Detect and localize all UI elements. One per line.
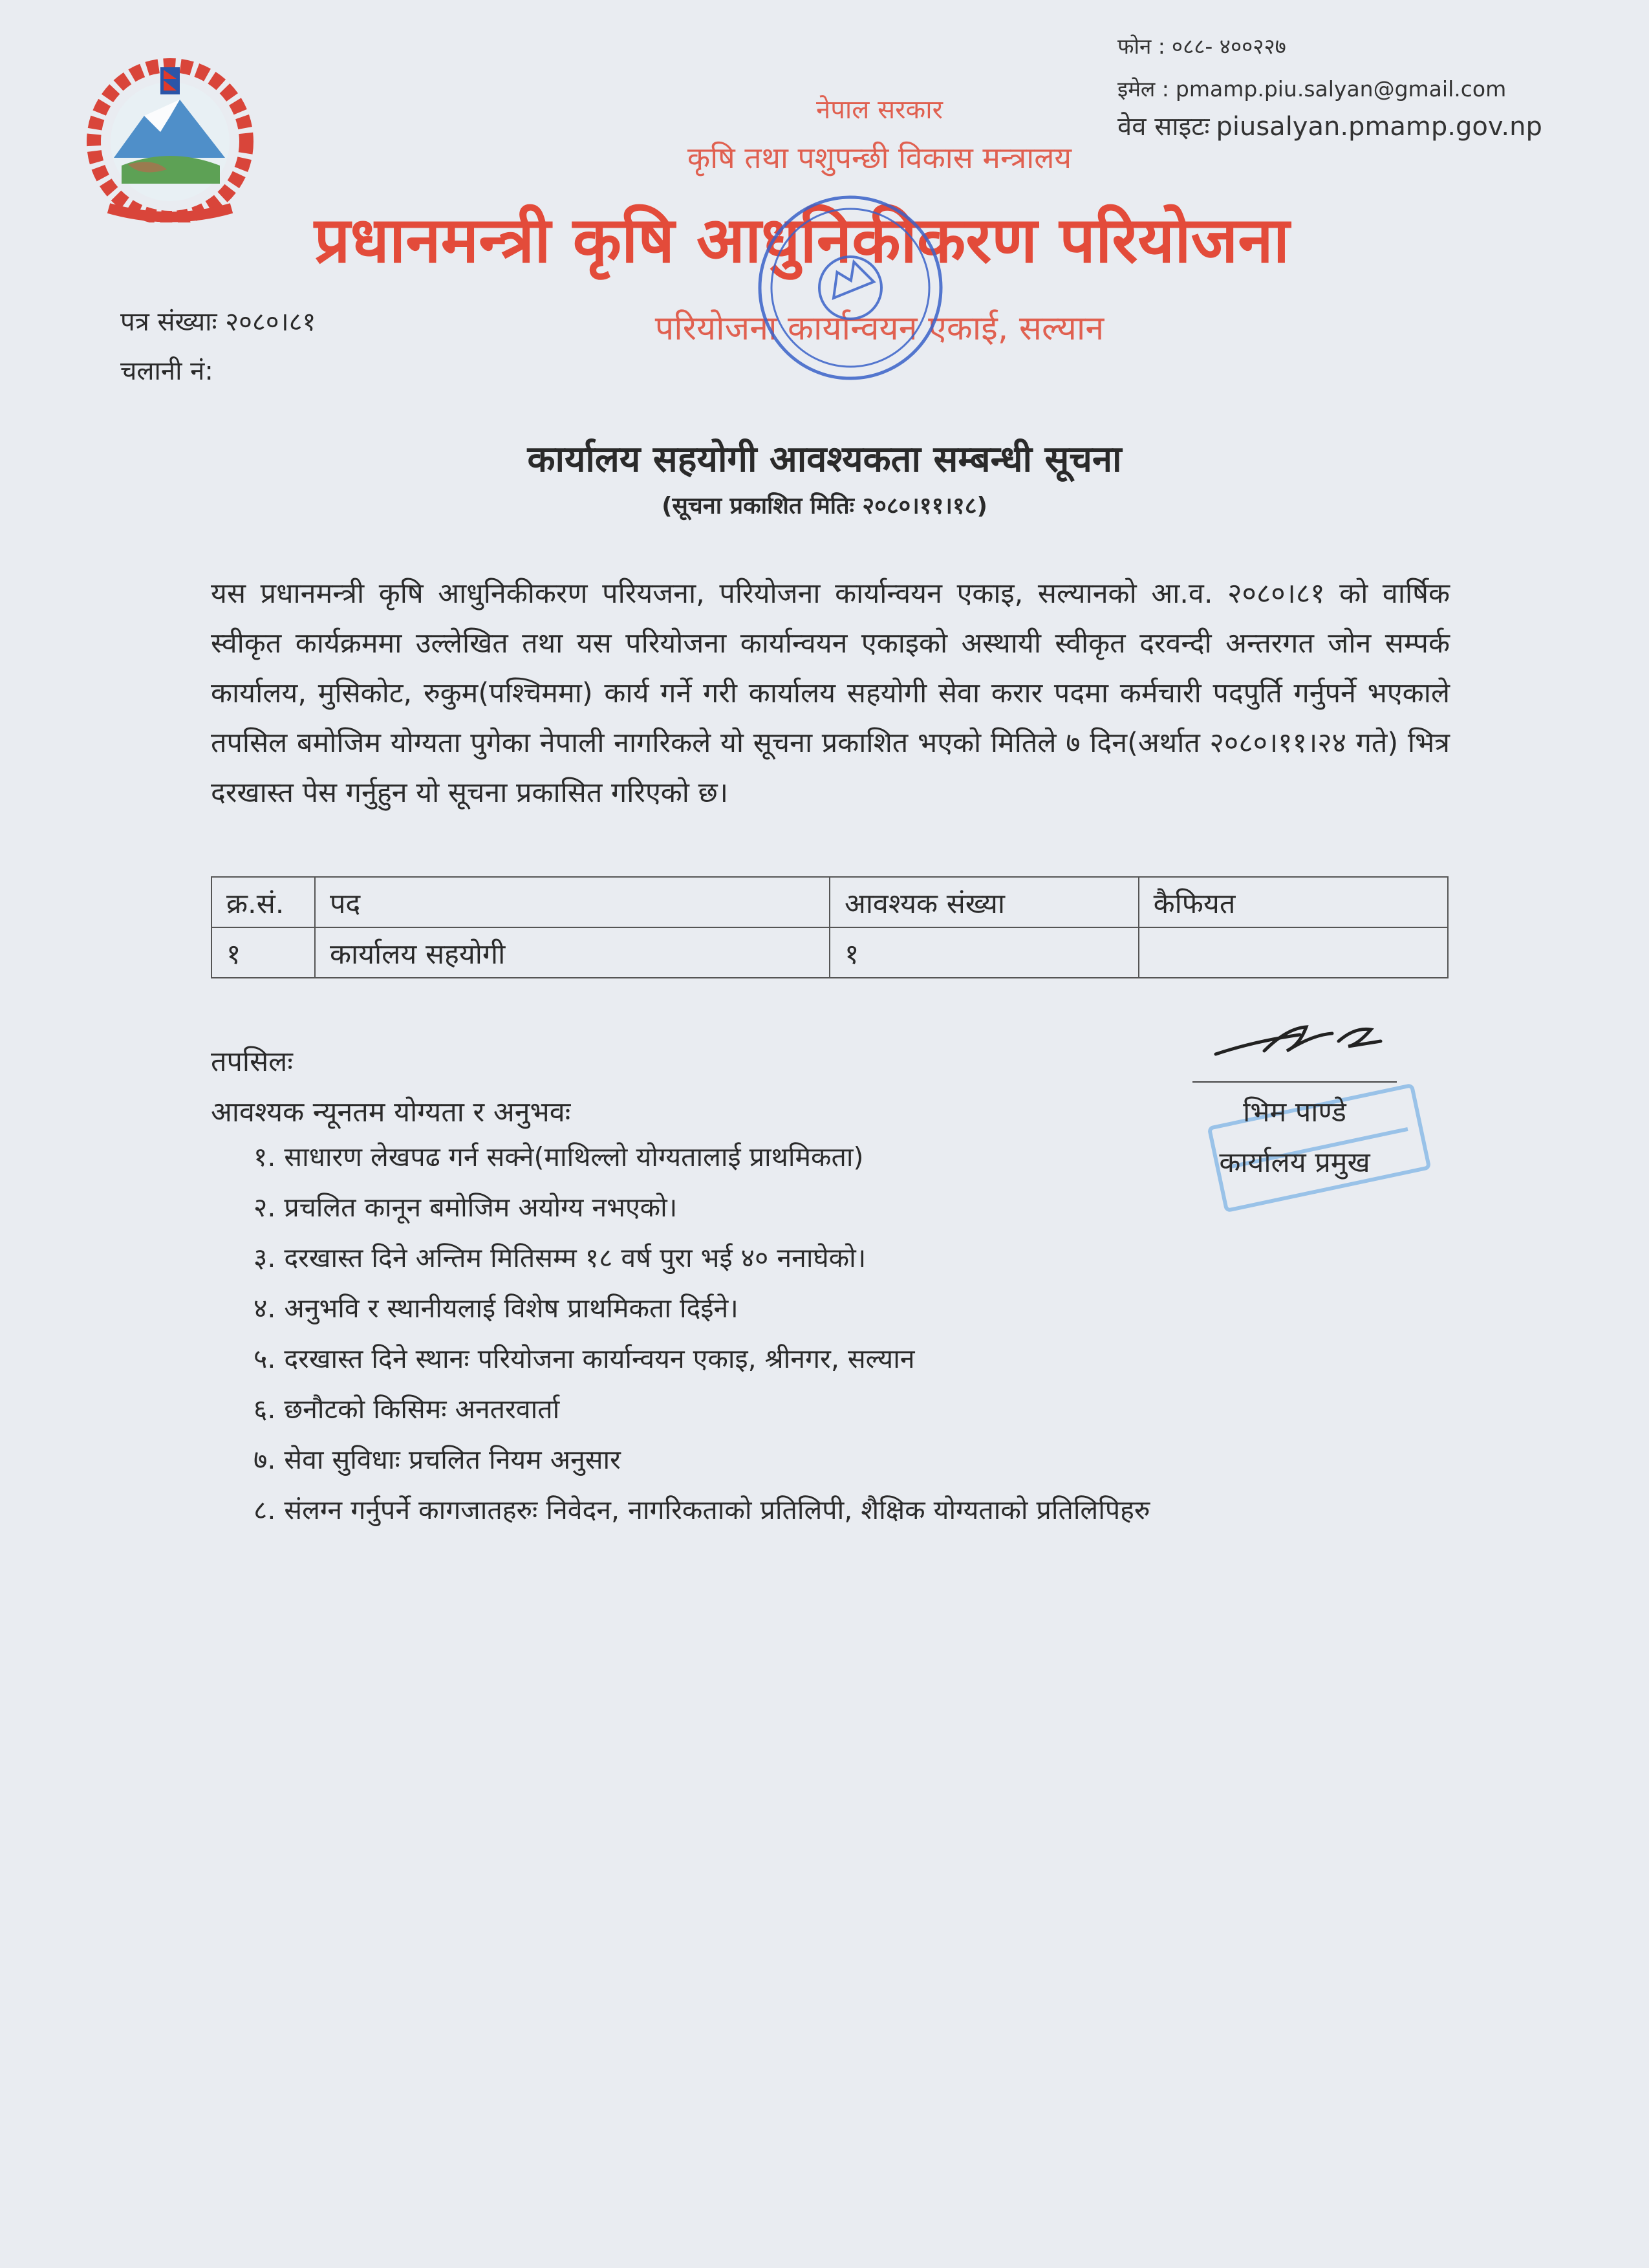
phone-value: ०८८- ४००२२७ — [1171, 34, 1286, 59]
cell-remarks — [1139, 927, 1448, 978]
web-label: वेव साइटः — [1117, 112, 1210, 142]
office-name: परियोजना कार्यान्वयन एकाई, सल्यान — [654, 309, 1105, 348]
col-header-sn: क्र.सं. — [211, 877, 315, 927]
signatory-designation: कार्यालय प्रमुख — [1219, 1147, 1370, 1179]
list-item: २. प्रचलित कानून बमोजिम अयोग्य नभएको। — [253, 1192, 678, 1223]
qualification-heading: आवश्यक न्यूनतम योग्यता र अनुभवः — [211, 1096, 571, 1129]
contact-email — [1117, 74, 1506, 103]
publish-date: (सूचना प्रकाशित मितिः २०८०।११।१८) — [662, 493, 987, 519]
list-item: ३. दरखास्त दिने अन्तिम मितिसम्म १८ वर्ष पुरा भई ४० ननाघेको। — [253, 1242, 867, 1273]
cell-count: १ — [830, 927, 1139, 978]
cell-sn: १ — [211, 927, 315, 978]
signatory-name: भिम पाण्डे — [1243, 1096, 1346, 1129]
col-header-remarks: कैफियत — [1139, 877, 1448, 927]
list-item: ७. सेवा सुविधाः प्रचलित नियम अनुसार — [253, 1444, 621, 1475]
email-label: इमेल : — [1117, 76, 1169, 102]
email-value: pmamp.piu.salyan@gmail.com — [1175, 76, 1507, 102]
project-title: प्रधानमन्त्री कृषि आधुनिकीकरण परियोजना — [314, 204, 1290, 277]
list-item: ४. अनुभवि र स्थानीयलाई विशेष प्राथमिकता दिईने। — [253, 1293, 738, 1324]
list-item: ५. दरखास्त दिने स्थानः परियोजना कार्यान्वयन एकाइ, श्रीनगर, सल्यान — [253, 1343, 915, 1374]
handwritten-signature — [1203, 1015, 1390, 1067]
qualification-list — [253, 1138, 1150, 1542]
contact-phone — [1117, 31, 1286, 60]
web-value: piusalyan.pmamp.gov.np — [1216, 112, 1542, 142]
dispatch-number: चलानी नं: — [120, 356, 213, 386]
list-item: ८. संलग्न गर्नुपर्ने कागजातहरुः निवेदन, नागरिकताको प्रतिलिपी, शैक्षिक योग्यताको प्रतिलिपिहरु — [253, 1495, 1150, 1526]
gov-line-2: कृषि तथा पशुपन्छी विकास मन्त्रालय — [687, 140, 1072, 175]
office-seal-stamp — [711, 178, 989, 398]
table-header-row — [211, 877, 1448, 927]
col-header-count: आवश्यक संख्या — [830, 877, 1139, 927]
col-header-post: पद — [315, 877, 830, 927]
contact-website — [1117, 107, 1542, 143]
list-item: ६. छनौटको किसिमः अनतरवार्ता — [253, 1394, 560, 1425]
phone-label: फोन : — [1117, 34, 1165, 59]
list-item: १. साधारण लेखपढ गर्न सक्ने(माथिल्लो योग्यतालाई प्राथमिकता) — [253, 1141, 864, 1172]
notice-title: कार्यालय सहयोगी आवश्यकता सम्बन्धी सूचना — [527, 438, 1122, 481]
table-row — [211, 927, 1448, 978]
reference-number: पत्र संख्याः २०८०।८१ — [120, 307, 316, 337]
details-heading: तपसिलः — [211, 1046, 293, 1078]
cell-post: कार्यालय सहयोगी — [315, 927, 830, 978]
notice-body: यस प्रधानमन्त्री कृषि आधुनिकीकरण परियजना, परियोजना कार्यान्वयन एकाइ, सल्यानको आ.व. २०८०।८१ को वार्षिक स्वीकृत कार्यक्रममा उल्लेखित तथा यस परियोजना कार्यान्वयन एकाइको अस्थायी स्वीकृत दरवन्दी अन्तरगत जोन सम्पर्क कार्यालय, मुसिकोट, रुकुम(पश्चिममा) कार्य गर्ने गरी कार्यालय सहयोगी सेवा करार पदमा कर्मचारी पदपुर्ति गर्नुपर्ने भएकाले तपसिल बमोजिम योग्यता पुगेका नेपाली नागरिकले यो सूचना प्रकाशित भएको मितिले ७ दिन(अर्थात २०८०।११।२४ गते) भित्र दरखास्त पेस गर्नुहुन यो सूचना प्रकासित गरिएको छ। — [211, 578, 1450, 809]
vacancy-table — [211, 876, 1449, 978]
gov-line-1: नेपाल सरकार — [816, 95, 943, 125]
